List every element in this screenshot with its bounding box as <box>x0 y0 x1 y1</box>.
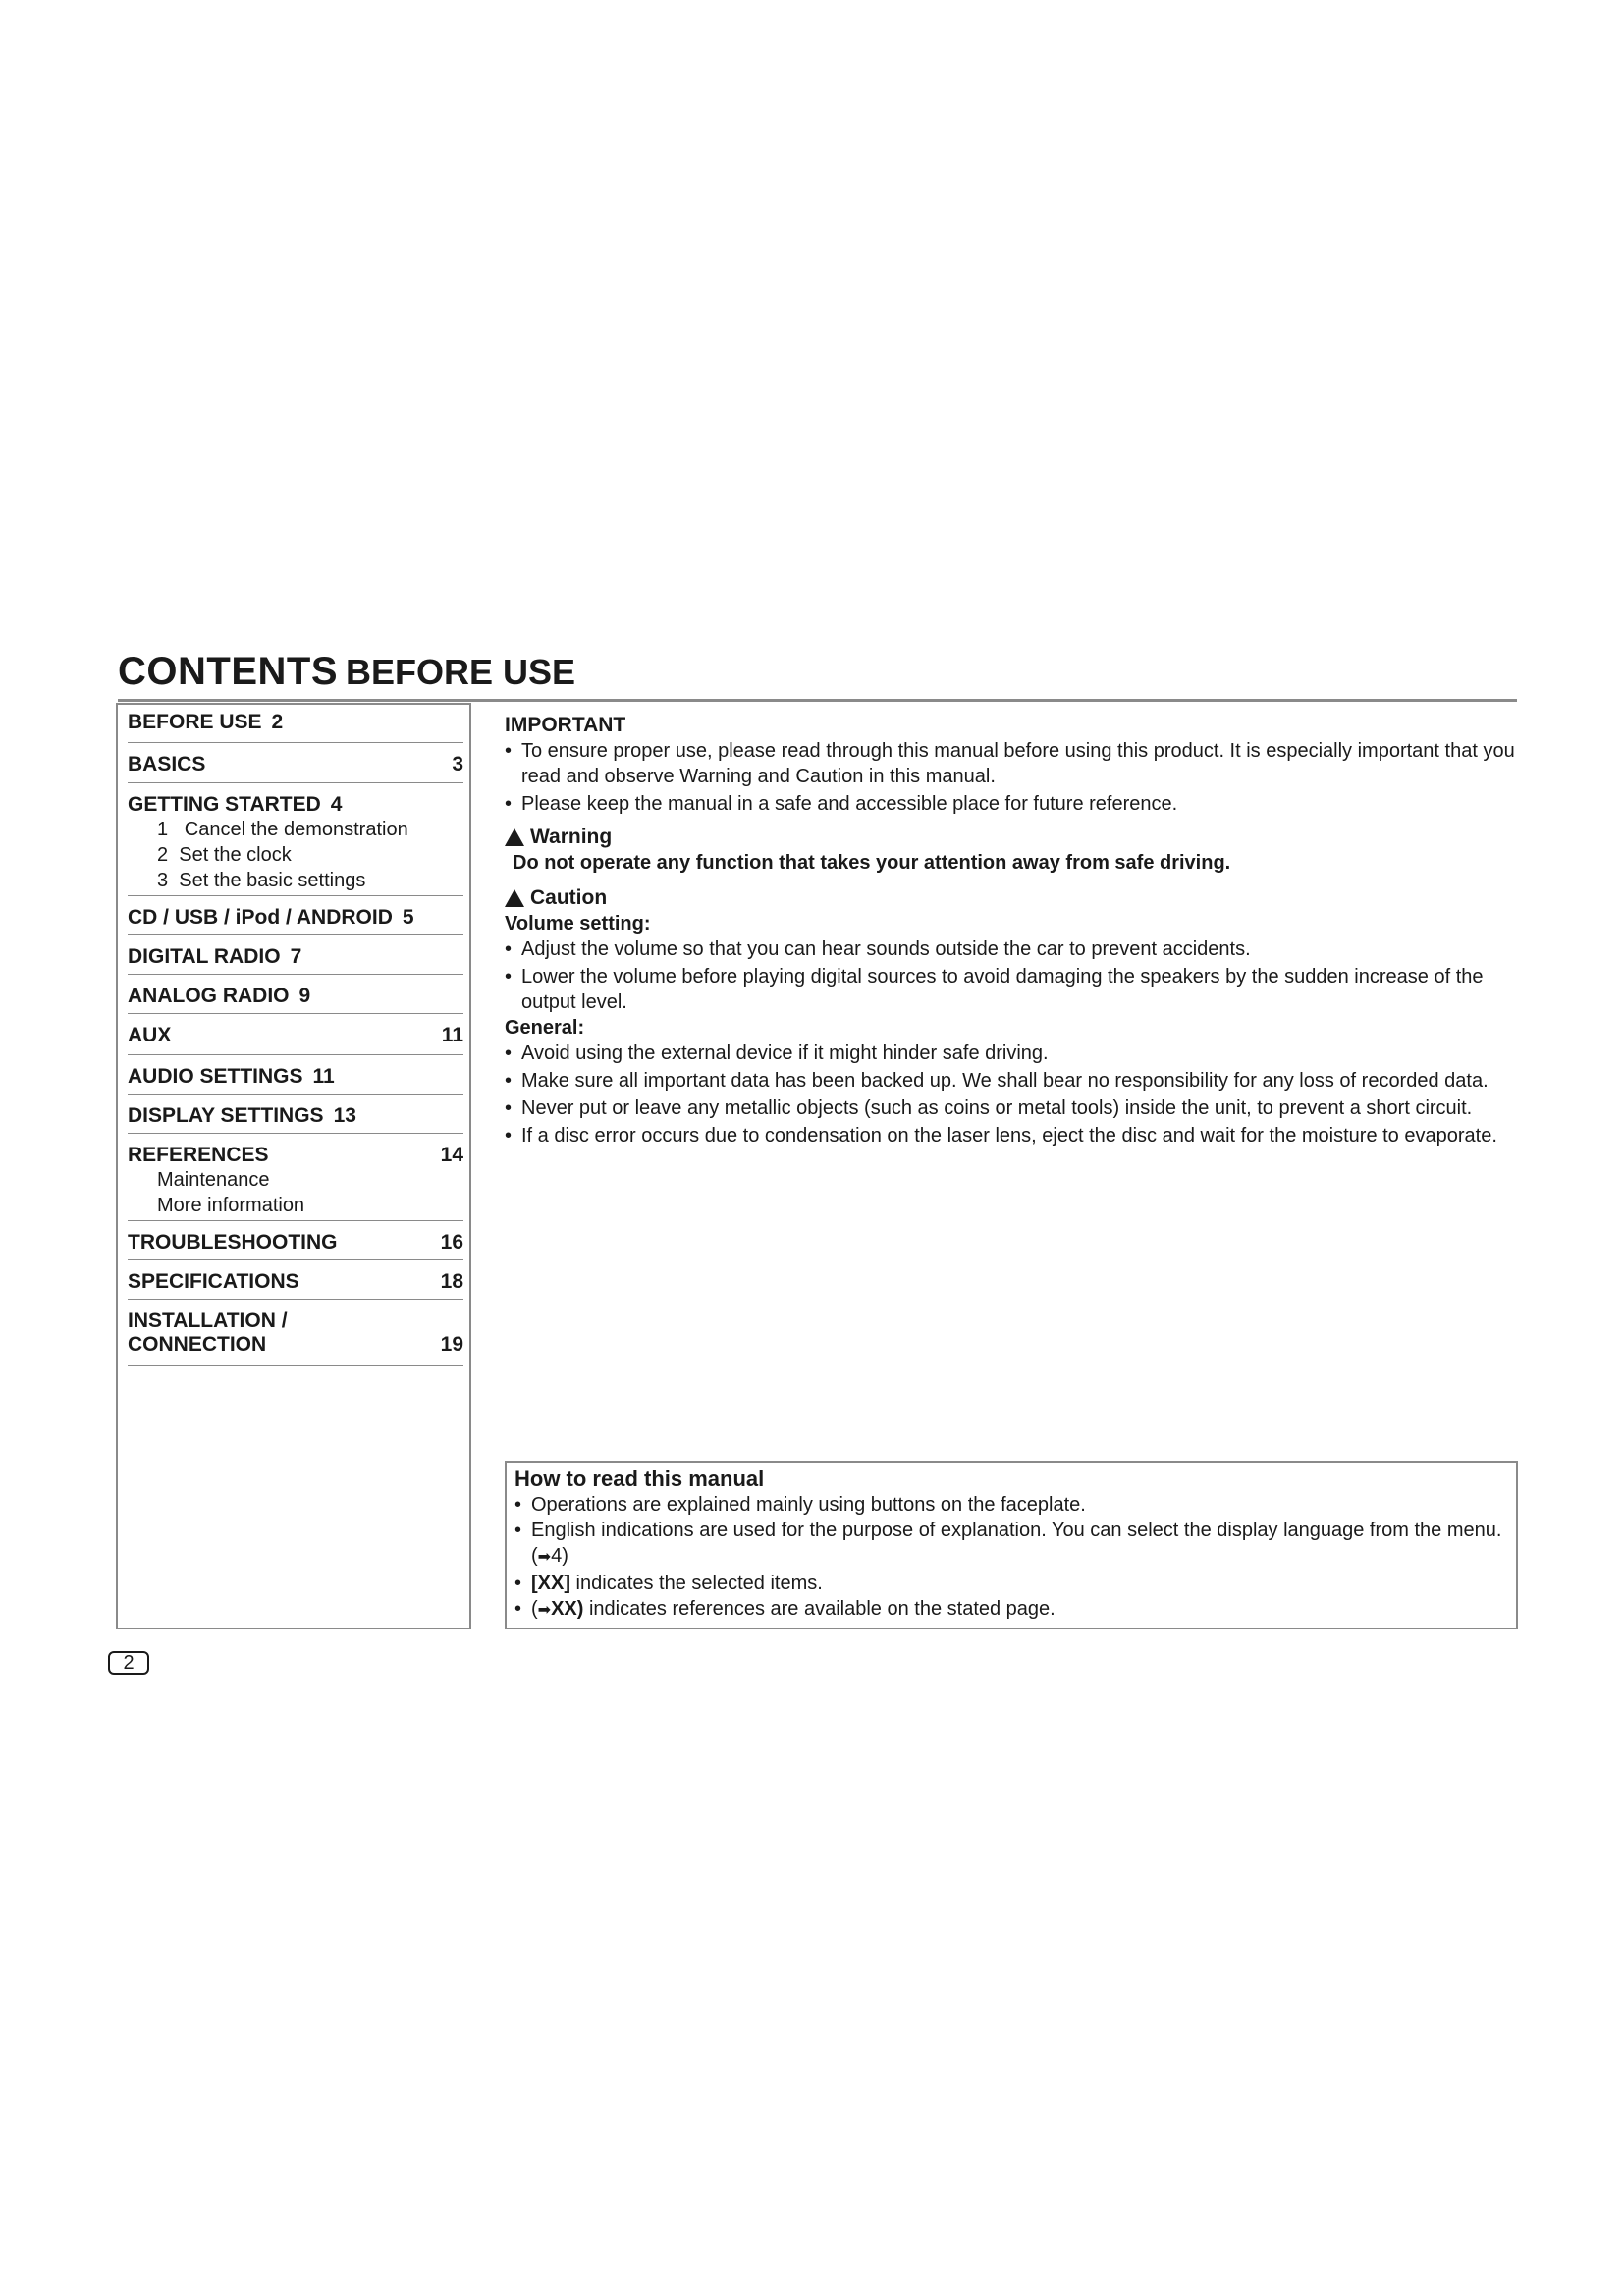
list-item: • Never put or leave any metallic objects (such as coins or metal tools) inside the unit, to prevent a short circuit. <box>505 1095 1516 1121</box>
list-item <box>514 1492 1508 1518</box>
toc-item[interactable] <box>128 1260 463 1300</box>
how-to-read-box <box>505 1461 1518 1629</box>
toc-item-page: 14 <box>440 1144 463 1166</box>
toc-item-page: 11 <box>441 1024 463 1046</box>
toc-item-page: 7 <box>290 945 302 968</box>
heading-contents: CONTENTS <box>118 650 338 693</box>
toc-item-page: 3 <box>452 753 463 775</box>
toc-item[interactable] <box>128 1300 463 1366</box>
toc-item[interactable] <box>128 1221 463 1260</box>
warning-title: Warning <box>530 826 613 848</box>
page-heading <box>118 650 1517 702</box>
toc-item-page: 18 <box>440 1270 463 1293</box>
list-item <box>514 1518 1508 1571</box>
toc-item-label: DISPLAY SETTINGS <box>128 1104 324 1127</box>
how-to-item-ref: 4) <box>551 1545 568 1567</box>
toc-item-label: INSTALLATION / <box>128 1309 288 1332</box>
toc-item-page: 5 <box>402 906 414 929</box>
toc-item-label: AUDIO SETTINGS <box>128 1065 303 1088</box>
toc-item-label: AUX <box>128 1024 172 1046</box>
general-title: General: <box>505 1017 585 1039</box>
warning-heading <box>505 825 1516 850</box>
list-item <box>514 1571 1508 1596</box>
toc-item[interactable] <box>128 975 463 1014</box>
toc-subitem[interactable]: 1 Cancel the demonstration <box>157 819 408 840</box>
contents-sidebar <box>116 703 471 1629</box>
list-item: • To ensure proper use, please read through this manual before using this product. It is especially important that you read and observe Warning and Caution in this manual. <box>505 738 1516 789</box>
general-list <box>505 1041 1516 1148</box>
toc-item[interactable] <box>128 1095 463 1134</box>
toc-item[interactable] <box>128 896 463 935</box>
toc-item-label: TROUBLESHOOTING <box>128 1231 338 1254</box>
toc-item-label: BASICS <box>128 753 206 775</box>
toc-subitem[interactable]: 2 Set the clock <box>157 844 292 866</box>
toc-item[interactable] <box>128 783 463 896</box>
volume-setting-list <box>505 936 1516 1015</box>
how-to-read-title: How to read this manual <box>514 1467 765 1491</box>
heading-before-use: BEFORE USE <box>346 652 576 692</box>
toc-item[interactable] <box>128 743 463 783</box>
important-list <box>505 738 1516 817</box>
warning-text: Do not operate any function that takes your attention away from safe driving. <box>513 852 1231 874</box>
toc-item-label: CD / USB / iPod / ANDROID <box>128 906 393 929</box>
selected-tag: [XX] <box>531 1573 570 1594</box>
toc-item-label: REFERENCES <box>128 1144 269 1166</box>
toc-item-page: 13 <box>333 1104 356 1127</box>
volume-setting-title: Volume setting: <box>505 913 651 934</box>
toc-item-page: 16 <box>440 1231 463 1254</box>
toc-item-label: ANALOG RADIO <box>128 985 290 1007</box>
reference-tag: XX) <box>551 1598 584 1620</box>
caution-heading <box>505 885 1516 911</box>
arrow-right-icon: ➡ <box>537 1602 552 1619</box>
toc-subitem[interactable]: Maintenance <box>157 1169 270 1191</box>
toc-item-page: 9 <box>298 985 311 1007</box>
toc-item-label-line2: CONNECTION <box>128 1333 267 1356</box>
toc-item-label: GETTING STARTED <box>128 793 321 816</box>
arrow-right-icon: ➡ <box>537 1549 552 1566</box>
toc-item[interactable] <box>128 1055 463 1095</box>
caution-triangle-icon <box>505 889 524 907</box>
list-item: • Lower the volume before playing digital sources to avoid damaging the speakers by the sudden increase of the output level. <box>505 964 1516 1015</box>
toc-item-label: DIGITAL RADIO <box>128 945 281 968</box>
how-to-read-list <box>514 1492 1508 1624</box>
toc-item-page: 2 <box>271 711 284 733</box>
toc-item-page: 11 <box>312 1065 335 1088</box>
how-to-item-text: indicates references are available on the stated page. <box>583 1598 1056 1620</box>
contents-list <box>128 705 463 1366</box>
toc-subitem[interactable]: More information <box>157 1195 305 1216</box>
warning-triangle-icon <box>505 828 524 846</box>
list-item: • Avoid using the external device if it might hinder safe driving. <box>505 1041 1516 1066</box>
list-item: • Please keep the manual in a safe and accessible place for future reference. <box>505 791 1516 817</box>
how-to-item-text: Operations are explained mainly using buttons on the faceplate. <box>531 1494 1086 1516</box>
toc-item[interactable] <box>128 1134 463 1221</box>
important-title: IMPORTANT <box>505 714 626 736</box>
caution-title: Caution <box>530 886 608 909</box>
list-item <box>514 1596 1508 1624</box>
toc-item-page: 4 <box>330 793 343 816</box>
toc-item[interactable] <box>128 935 463 975</box>
main-content <box>505 713 1516 1148</box>
how-to-item-text: English indications are used for the purpose of explanation. You can select the display language from the menu. ( <box>531 1520 1502 1567</box>
toc-item-page: 19 <box>440 1333 463 1356</box>
toc-subitem[interactable]: 3 Set the basic settings <box>157 870 366 891</box>
list-item: • Adjust the volume so that you can hear sounds outside the car to prevent accidents. <box>505 936 1516 962</box>
how-to-item-text: indicates the selected items. <box>570 1573 823 1594</box>
toc-item[interactable] <box>128 705 463 743</box>
paren-open: ( <box>531 1598 538 1620</box>
page-number: 2 <box>108 1651 149 1675</box>
toc-item-label: BEFORE USE <box>128 711 262 733</box>
list-item: • If a disc error occurs due to condensation on the laser lens, eject the disc and wait for the moisture to evaporate. <box>505 1123 1516 1148</box>
toc-item-label: SPECIFICATIONS <box>128 1270 299 1293</box>
toc-item[interactable] <box>128 1014 463 1055</box>
list-item: • Make sure all important data has been backed up. We shall bear no responsibility for any loss of recorded data. <box>505 1068 1516 1094</box>
